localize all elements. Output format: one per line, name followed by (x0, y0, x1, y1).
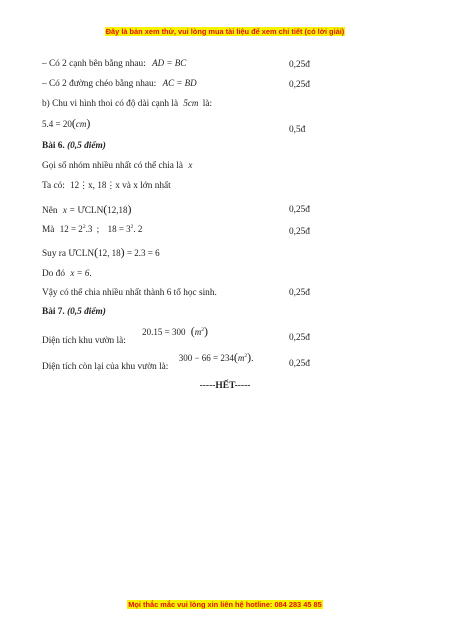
math-ac-bd: AC = BD (162, 78, 197, 88)
hotline-banner (0, 600, 450, 609)
heading-bai-7 (42, 307, 106, 317)
line-factorization: Mà $12 = 2^2.3$ ; $18 = 3^2$. 2 (42, 224, 143, 236)
preview-banner-text: Đây là bản xem thử, vui lòng mua tài liệu để xem chi tiết (có lời giải) (105, 27, 345, 36)
score: 0,25đ (289, 205, 310, 215)
score: 0,25đ (289, 359, 310, 369)
line-define-x (42, 160, 192, 171)
math-ad-bc: AD = BC (152, 58, 187, 68)
exponent: 2 (201, 326, 205, 333)
math-args: 12,18 (107, 205, 128, 215)
score: 0,25đ (289, 60, 310, 70)
math-unit-m: m (237, 353, 245, 363)
math-18-div-x: 18⋮x (97, 180, 120, 190)
math-x-eq-6: x = 6 (70, 268, 90, 278)
exponent: 2 (82, 224, 86, 230)
line-perimeter-answer: 5.4 = 20(cm) (42, 116, 91, 130)
math-12-div-x: 12⋮x (70, 180, 93, 190)
text: Vậy có thể chia nhiều nhất thành 6 tổ học sinh. (42, 288, 217, 298)
text: Gọi số nhóm nhiều nhất có thể chia là (42, 161, 183, 171)
line-equal-diagonals (42, 78, 197, 89)
math-12-factor-tail: .3 (85, 224, 93, 235)
heading-points: (0,5 điểm) (67, 141, 106, 151)
heading-points: (0,5 điểm) (67, 307, 106, 317)
heading-bai-6 (42, 141, 106, 151)
score: 0,25đ (289, 227, 310, 237)
text: Suy ra ƯCLN (42, 249, 95, 259)
text: và x lớn nhất (122, 181, 171, 191)
exponent: 2 (130, 224, 134, 230)
line-ucln-result: Suy ra ƯCLN(12, 18) = 2.3 = 6 (42, 245, 160, 259)
score: 0,25đ (289, 333, 310, 343)
text: Diện tích còn lại của khu vườn là: (42, 362, 169, 372)
line-garden-area: Diện tích khu vườn là: 20.15 = 300 $(m^2)$ (42, 324, 209, 346)
score: 0,5đ (289, 125, 306, 135)
text: Diện tích khu vườn là: (42, 336, 126, 346)
text: Mà (42, 225, 55, 236)
math-perimeter: 5.4 = 20 (42, 119, 72, 129)
text: Nên (42, 206, 58, 216)
text: Ta có: (42, 181, 65, 191)
score: 0,25đ (289, 80, 310, 90)
math-args: 12, 18 (98, 248, 121, 258)
score: 0,25đ (289, 288, 310, 298)
line-remaining-area: Diện tích còn lại của khu vườn là: $300 - 66 = 234(m^2)$. (42, 350, 254, 372)
text: Do đó (42, 269, 65, 279)
end-marker: -----HẾT----- (199, 381, 251, 391)
exponent: 2 (244, 352, 248, 359)
text: – Có 2 đường chéo bằng nhau: (42, 79, 157, 89)
line-ucln: Nên x = ƯCLN(12,18) (42, 202, 132, 216)
text: b) Chu vi hình thoi có độ dài cạnh là (42, 99, 179, 109)
math-remaining: 300 − 66 = 234 (178, 353, 234, 363)
line-perimeter-question (42, 98, 212, 109)
heading-title: Bài 6. (42, 141, 65, 151)
text: – Có 2 cạnh bên bằng nhau: (42, 59, 146, 69)
math-result: = 2.3 = 6 (126, 248, 160, 258)
math-5cm: 5cm (183, 98, 199, 108)
text: là: (202, 99, 213, 109)
math-x-eq: x = (62, 205, 76, 215)
line-divisibility: Ta có: 12⋮x, 18⋮x và x lớn nhất (42, 180, 171, 191)
line-final-answer (42, 288, 217, 298)
math-18-factor: 18 = 3 (107, 224, 131, 235)
text-ucln: ƯCLN (77, 206, 104, 216)
line-conclusion-x: Do đó x = 6. (42, 268, 92, 279)
math-x: x (188, 160, 193, 170)
line-equal-sides (42, 58, 186, 69)
hotline-banner-text: Mọi thắc mắc vui lòng xin liên hệ hotline: 084 283 45 85 (128, 600, 322, 609)
math-area: 20.15 = 300 (142, 327, 186, 337)
math-12-factor: 12 = 2 (59, 224, 83, 235)
heading-title: Bài 7. (42, 307, 65, 317)
math-unit-m: m (194, 327, 202, 337)
preview-banner (0, 27, 450, 36)
math-18-factor-tail: . 2 (133, 224, 143, 235)
math-unit-cm: cm (75, 119, 87, 129)
